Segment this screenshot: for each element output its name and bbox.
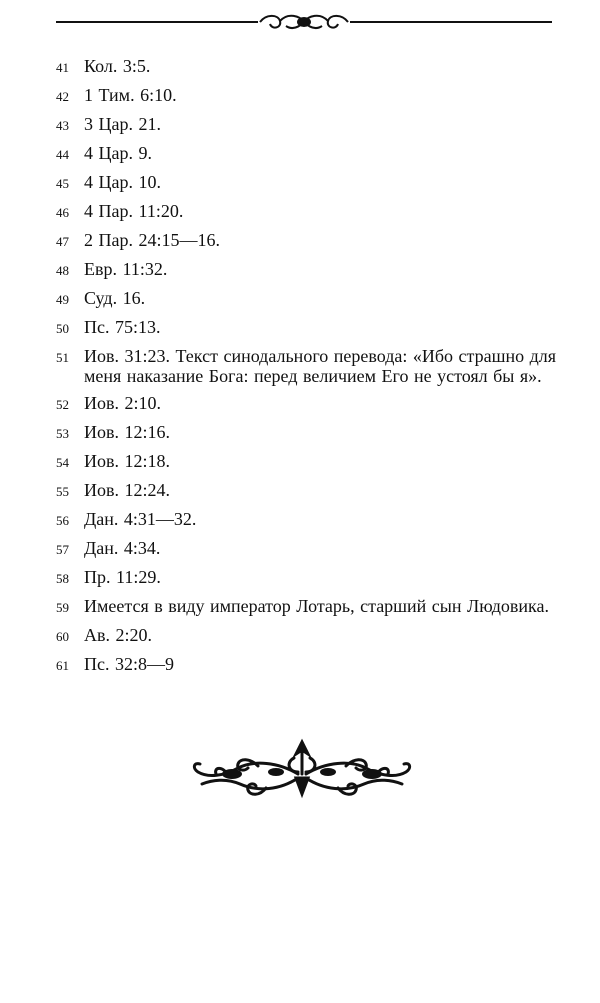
endnotes-list [56, 56, 556, 683]
note-text: Иов. 12:24. [84, 480, 170, 500]
note-number: 42 [56, 89, 69, 104]
header-flourish-rule-icon [56, 8, 552, 36]
list-item [56, 172, 556, 194]
note-text: Суд. 16. [84, 288, 146, 308]
list-item [56, 538, 556, 560]
note-number: 49 [56, 292, 69, 307]
note-number: 50 [56, 321, 69, 336]
note-number: 59 [56, 600, 69, 615]
list-item [56, 654, 556, 676]
note-number: 52 [56, 397, 69, 412]
note-number: 53 [56, 426, 69, 441]
note-text: Ав. 2:20. [84, 625, 152, 645]
note-number: 45 [56, 176, 69, 191]
note-number: 43 [56, 118, 69, 133]
list-item [56, 317, 556, 339]
note-text: Иов. 31:23. Текст синодального перевода: «Ибо страшно для меня наказание Бога: перед величием Его не устоял бы я». [84, 346, 557, 386]
note-number: 44 [56, 147, 69, 162]
note-text: 1 Тим. 6:10. [84, 85, 177, 105]
note-number: 55 [56, 484, 69, 499]
note-number: 57 [56, 542, 69, 557]
note-text: 2 Пар. 24:15—16. [84, 230, 220, 250]
note-number: 46 [56, 205, 69, 220]
note-text: 4 Цар. 10. [84, 172, 161, 192]
note-number: 56 [56, 513, 69, 528]
list-item [56, 230, 556, 252]
list-item [56, 567, 556, 589]
note-number: 48 [56, 263, 69, 278]
note-number: 54 [56, 455, 69, 470]
list-item [56, 201, 556, 223]
note-number: 51 [56, 350, 69, 365]
list-item [56, 114, 556, 136]
note-text: 4 Пар. 11:20. [84, 201, 184, 221]
floral-tailpiece-icon [188, 738, 416, 804]
list-item [56, 259, 556, 281]
note-number: 41 [56, 60, 69, 75]
list-item [56, 346, 556, 386]
note-text: Иов. 12:18. [84, 451, 170, 471]
note-number: 58 [56, 571, 69, 586]
list-item [56, 422, 556, 444]
list-item [56, 451, 556, 473]
note-text: Имеется в виду император Лотарь, старший сын Людовика. [84, 596, 550, 616]
list-item [56, 393, 556, 415]
note-text: Дан. 4:34. [84, 538, 161, 558]
list-item [56, 288, 556, 310]
list-item [56, 85, 556, 107]
list-item [56, 480, 556, 502]
note-text: Пр. 11:29. [84, 567, 161, 587]
list-item [56, 143, 556, 165]
note-text: Иов. 12:16. [84, 422, 170, 442]
list-item [56, 509, 556, 531]
note-text: Иов. 2:10. [84, 393, 161, 413]
note-text: Кол. 3:5. [84, 56, 151, 76]
note-text: 3 Цар. 21. [84, 114, 161, 134]
note-number: 47 [56, 234, 69, 249]
list-item [56, 596, 556, 618]
list-item [56, 625, 556, 647]
note-text: Дан. 4:31—32. [84, 509, 197, 529]
list-item [56, 56, 556, 78]
note-number: 60 [56, 629, 69, 644]
note-text: Пс. 32:8—9 [84, 654, 174, 674]
note-number: 61 [56, 658, 69, 673]
note-text: 4 Цар. 9. [84, 143, 152, 163]
note-text: Евр. 11:32. [84, 259, 168, 279]
note-text: Пс. 75:13. [84, 317, 161, 337]
